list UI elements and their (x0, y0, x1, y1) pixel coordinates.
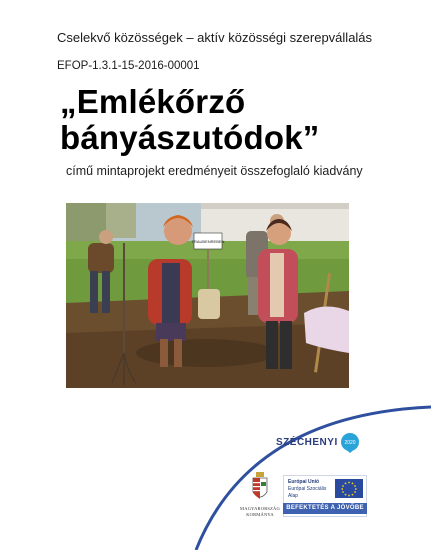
eu-line-3: Alap (288, 493, 299, 499)
eu-line-2: Európai Szociális (288, 486, 327, 492)
decorative-arc (0, 395, 431, 550)
page-title (60, 84, 390, 156)
gov-line-1: MAGYARORSZÁG (240, 506, 280, 511)
eu-slogan-band: BEFEKTETÉS A JÖVŐBE (283, 503, 367, 514)
szechenyi-label: SZÉCHENYI (276, 437, 338, 448)
eu-line-1: Európai Unió (288, 479, 320, 485)
eu-flag-icon (335, 479, 363, 498)
sign-text: TRAUBENREBEN (191, 239, 225, 244)
title-line-1: „Emlékőrző (60, 83, 246, 120)
tree-planting-photo (66, 203, 349, 388)
coat-of-arms-icon (250, 472, 270, 504)
cover-photo (66, 203, 349, 388)
szechenyi-badge-text: 2020 (344, 440, 356, 446)
description: című mintaprojekt eredményeit összefoglaló kiadvány (66, 164, 363, 178)
eu-text (288, 479, 334, 500)
gov-line-2: KORMÁNYA (246, 511, 274, 517)
szechenyi-2020-icon (339, 432, 361, 454)
hungarian-government-logo (236, 472, 284, 524)
title-line-2: bányászutódok” (60, 119, 320, 156)
program-line: Cselekvő közösségek – aktív közösségi szerepvállalás (57, 30, 373, 45)
gov-text (236, 506, 284, 517)
project-code: EFOP-1.3.1-15-2016-00001 (57, 60, 200, 72)
